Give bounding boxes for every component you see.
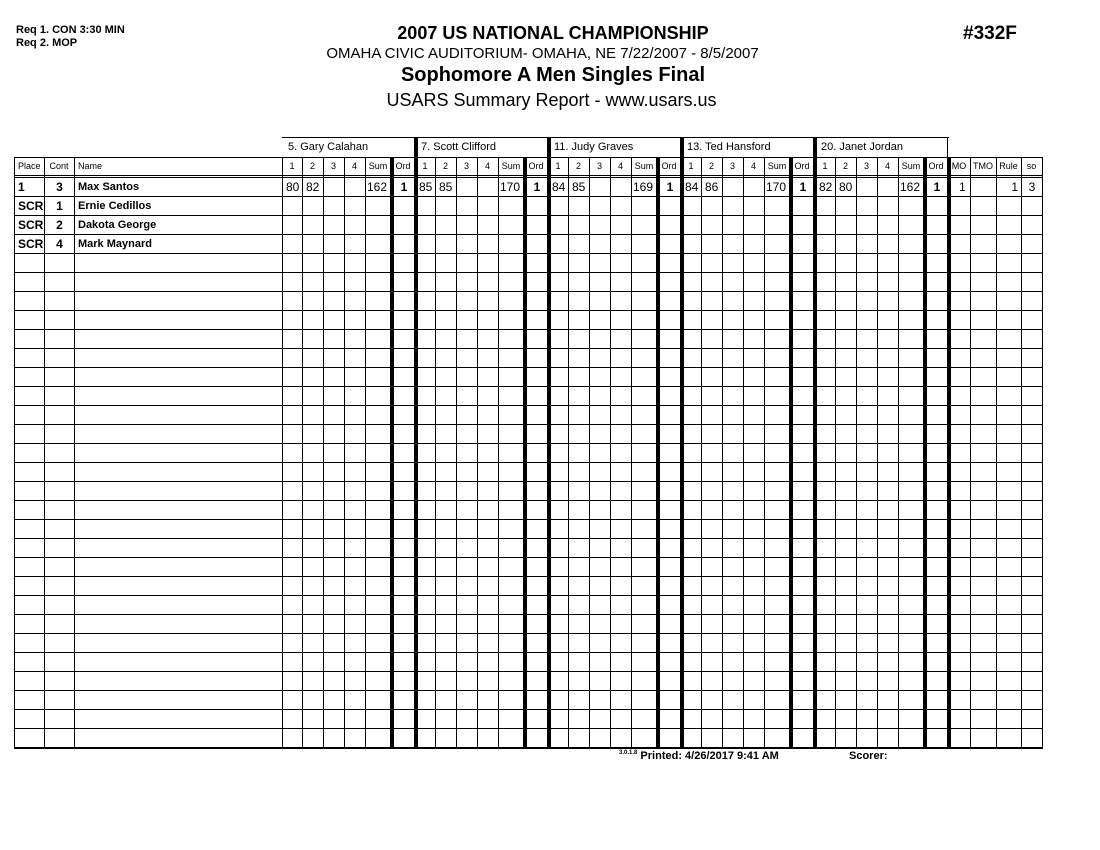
judge4-s1-cell: 84 xyxy=(685,180,699,194)
column-line xyxy=(456,157,457,749)
column-line xyxy=(302,157,303,749)
judge1-sum-cell: 162 xyxy=(366,180,387,194)
judge1-s1-cell: 80 xyxy=(286,180,300,194)
contestant-number-cell: 3 xyxy=(56,180,63,194)
column-header-mo: MO xyxy=(951,161,967,171)
column-header-judge1-3: 3 xyxy=(330,161,336,171)
header-double-line-upper xyxy=(14,175,1043,176)
thick-column-line xyxy=(789,157,793,749)
column-header-judge5-sum: Sum xyxy=(901,161,921,171)
column-line xyxy=(722,157,723,749)
judge-header-top-border xyxy=(548,137,682,138)
version-mark: 3.0.1.8 xyxy=(619,750,638,756)
row-line xyxy=(14,690,1043,691)
judge1-s2-cell: 82 xyxy=(306,180,320,194)
judge-header-top-border xyxy=(415,137,549,138)
thick-column-line xyxy=(390,157,394,749)
thick-column-line xyxy=(523,157,527,749)
column-header-judge3-2: 2 xyxy=(575,161,581,171)
place-cell: 1 xyxy=(18,180,25,194)
judge1-s3-cell xyxy=(324,178,344,196)
judge-header-top-border xyxy=(815,137,949,138)
column-line xyxy=(477,157,478,749)
mo-cell xyxy=(949,216,970,234)
column-header-judge2-3: 3 xyxy=(463,161,469,171)
column-line xyxy=(344,157,345,749)
row-line xyxy=(14,443,1043,444)
scorer-label: Scorer: xyxy=(849,750,888,762)
column-line xyxy=(856,157,857,749)
column-line xyxy=(1042,157,1043,749)
skater-name-cell: Max Santos xyxy=(78,181,140,193)
row-line xyxy=(14,747,1043,749)
judge4-ord-cell: 1 xyxy=(799,180,807,194)
column-header-judge1-4: 4 xyxy=(351,161,357,171)
row-line xyxy=(14,728,1043,729)
championship-title: 2007 US NATIONAL CHAMPIONSHIP xyxy=(397,23,709,43)
judge2-sum-cell: 170 xyxy=(499,180,520,194)
judge2-s3-cell xyxy=(457,178,477,196)
so-cell xyxy=(1022,235,1042,253)
place-cell: SCR xyxy=(18,218,44,232)
column-line xyxy=(764,157,765,749)
column-header-judge4-1: 1 xyxy=(688,161,694,171)
judge5-s1-cell: 82 xyxy=(819,180,833,194)
column-line xyxy=(323,157,324,749)
column-header-judge5-2: 2 xyxy=(842,161,848,171)
column-line xyxy=(877,157,878,749)
judge2-s1-cell: 85 xyxy=(419,180,433,194)
row-line xyxy=(14,462,1043,463)
judge-header-1: 5. Gary Calahan xyxy=(288,141,369,153)
judge3-ord-cell: 1 xyxy=(666,180,674,194)
column-line xyxy=(631,157,632,749)
judge-header-top-border xyxy=(681,137,815,138)
judge2-ord-cell: 1 xyxy=(533,180,541,194)
tmo-cell xyxy=(971,235,996,253)
column-header-judge4-3: 3 xyxy=(729,161,735,171)
column-line xyxy=(898,157,899,749)
row-line xyxy=(14,709,1043,710)
row-line xyxy=(14,633,1043,634)
printed-text: Printed: 4/26/2017 9:41 AM xyxy=(640,750,779,762)
row-line xyxy=(14,329,1043,330)
event-number: #332F xyxy=(963,23,1017,44)
judge-header-5: 20. Janet Jordan xyxy=(821,141,903,153)
row-line xyxy=(14,367,1043,368)
mo-cell: 1 xyxy=(959,180,966,194)
column-header-judge3-1: 1 xyxy=(555,161,561,171)
row-line xyxy=(14,253,1043,254)
judge5-s2-cell: 80 xyxy=(839,180,853,194)
row-line xyxy=(14,405,1043,406)
judge1-s4-cell xyxy=(345,178,365,196)
judge-header-4: 13. Ted Hansford xyxy=(687,141,771,153)
judge3-s1-cell: 84 xyxy=(552,180,566,194)
judge3-sum-cell: 169 xyxy=(632,180,653,194)
rule-cell xyxy=(997,197,1021,215)
judge3-s4-cell xyxy=(611,178,631,196)
column-line xyxy=(282,157,283,749)
column-header-judge5-3: 3 xyxy=(863,161,869,171)
row-line xyxy=(14,348,1043,349)
requirement-1: Req 1. CON 3:30 MIN xyxy=(16,24,125,36)
judge5-s3-cell xyxy=(857,178,877,196)
column-header-so: so xyxy=(1026,161,1037,171)
column-header-tmo: TMO xyxy=(973,161,993,171)
row-line xyxy=(14,500,1043,501)
so-cell: 3 xyxy=(1028,180,1036,194)
judge3-s3-cell xyxy=(590,178,610,196)
judge2-s2-cell: 85 xyxy=(439,180,453,194)
column-header-judge2-1: 1 xyxy=(422,161,428,171)
column-header-judge2-4: 4 xyxy=(484,161,490,171)
mo-cell xyxy=(949,235,970,253)
place-cell: SCR xyxy=(18,237,44,251)
contestant-number-cell: 2 xyxy=(56,218,63,232)
row-line xyxy=(14,481,1043,482)
venue-dates: OMAHA CIVIC AUDITORIUM- OMAHA, NE 7/22/2007 - 8/5/2007 xyxy=(326,45,759,62)
row-line xyxy=(14,614,1043,615)
column-line xyxy=(701,157,702,749)
thick-column-line xyxy=(414,137,418,749)
thick-column-line xyxy=(923,157,927,749)
column-header-judge4-ord: Ord xyxy=(794,161,810,171)
column-line xyxy=(568,157,569,749)
tmo-cell xyxy=(971,197,996,215)
judge4-s2-cell: 86 xyxy=(705,180,719,194)
column-header-judge4-2: 2 xyxy=(708,161,714,171)
column-header-judge5-ord: Ord xyxy=(928,161,944,171)
row-line xyxy=(14,519,1043,520)
row-line xyxy=(14,310,1043,311)
column-header-judge3-4: 4 xyxy=(617,161,623,171)
column-line xyxy=(435,157,436,749)
so-cell xyxy=(1022,216,1042,234)
contestant-number-cell: 1 xyxy=(56,199,63,213)
place-cell: SCR xyxy=(18,199,44,213)
thick-column-line xyxy=(656,157,660,749)
row-line xyxy=(14,576,1043,577)
skater-name-cell: Dakota George xyxy=(78,219,157,231)
row-line xyxy=(14,671,1043,672)
header-top-line xyxy=(14,157,1043,158)
judge4-s4-cell xyxy=(744,178,764,196)
column-line xyxy=(610,157,611,749)
column-line xyxy=(743,157,744,749)
judge3-s2-cell: 85 xyxy=(572,180,586,194)
requirement-2: Req 2. MOP xyxy=(16,37,78,49)
event-title: Sophomore A Men Singles Final xyxy=(400,64,706,86)
column-line xyxy=(365,157,366,749)
column-header-judge3-ord: Ord xyxy=(661,161,677,171)
printed-timestamp xyxy=(619,750,779,762)
column-header-judge1-1: 1 xyxy=(289,161,295,171)
judge4-sum-cell: 170 xyxy=(765,180,786,194)
rule-cell: 1 xyxy=(1011,180,1018,194)
row-line xyxy=(14,652,1043,653)
column-line xyxy=(589,157,590,749)
column-header-cont: Cont xyxy=(49,161,69,171)
column-header-judge4-4: 4 xyxy=(750,161,756,171)
thick-column-line xyxy=(547,137,551,749)
row-line xyxy=(14,424,1043,425)
column-header-judge2-2: 2 xyxy=(442,161,448,171)
judge-header-right-border xyxy=(947,137,948,157)
judge-header-top-border xyxy=(282,137,416,138)
rule-cell xyxy=(997,216,1021,234)
column-header-rule: Rule xyxy=(999,161,1018,171)
column-line xyxy=(498,157,499,749)
row-line xyxy=(14,595,1043,596)
row-line xyxy=(14,291,1043,292)
column-header-judge2-sum: Sum xyxy=(501,161,521,171)
contestant-number-cell: 4 xyxy=(56,237,63,251)
column-header-judge5-1: 1 xyxy=(822,161,828,171)
row-line xyxy=(14,386,1043,387)
row-line xyxy=(14,538,1043,539)
thick-column-line xyxy=(680,137,684,749)
column-line xyxy=(414,137,415,157)
judge5-sum-cell: 162 xyxy=(899,180,920,194)
skater-name-cell: Ernie Cedillos xyxy=(78,200,152,212)
judge1-ord-cell: 1 xyxy=(400,180,408,194)
judge2-s4-cell xyxy=(478,178,498,196)
column-header-judge2-ord: Ord xyxy=(528,161,544,171)
thick-column-line xyxy=(813,137,817,749)
column-header-judge3-3: 3 xyxy=(596,161,602,171)
column-header-judge1-2: 2 xyxy=(309,161,315,171)
mo-cell xyxy=(949,197,970,215)
column-header-judge3-sum: Sum xyxy=(634,161,654,171)
column-header-judge4-sum: Sum xyxy=(767,161,787,171)
column-header-name: Name xyxy=(78,161,103,171)
tmo-cell xyxy=(971,216,996,234)
judge4-s3-cell xyxy=(723,178,743,196)
skater-name-cell: Mark Maynard xyxy=(78,238,152,250)
row-line xyxy=(14,272,1043,273)
row-line xyxy=(14,557,1043,558)
column-header-judge1-ord: Ord xyxy=(395,161,411,171)
judge5-ord-cell: 1 xyxy=(933,180,941,194)
column-line xyxy=(835,157,836,749)
report-title: USARS Summary Report - www.usars.us xyxy=(386,90,717,110)
column-header-place: Place xyxy=(18,161,41,171)
column-header-judge5-4: 4 xyxy=(884,161,890,171)
so-cell xyxy=(1022,197,1042,215)
rule-cell xyxy=(997,235,1021,253)
column-header-judge1-sum: Sum xyxy=(368,161,388,171)
tmo-cell xyxy=(971,178,996,196)
judge-header-2: 7. Scott Clifford xyxy=(421,141,496,153)
judge-header-3: 11. Judy Graves xyxy=(554,141,634,153)
judge5-s4-cell xyxy=(878,178,898,196)
